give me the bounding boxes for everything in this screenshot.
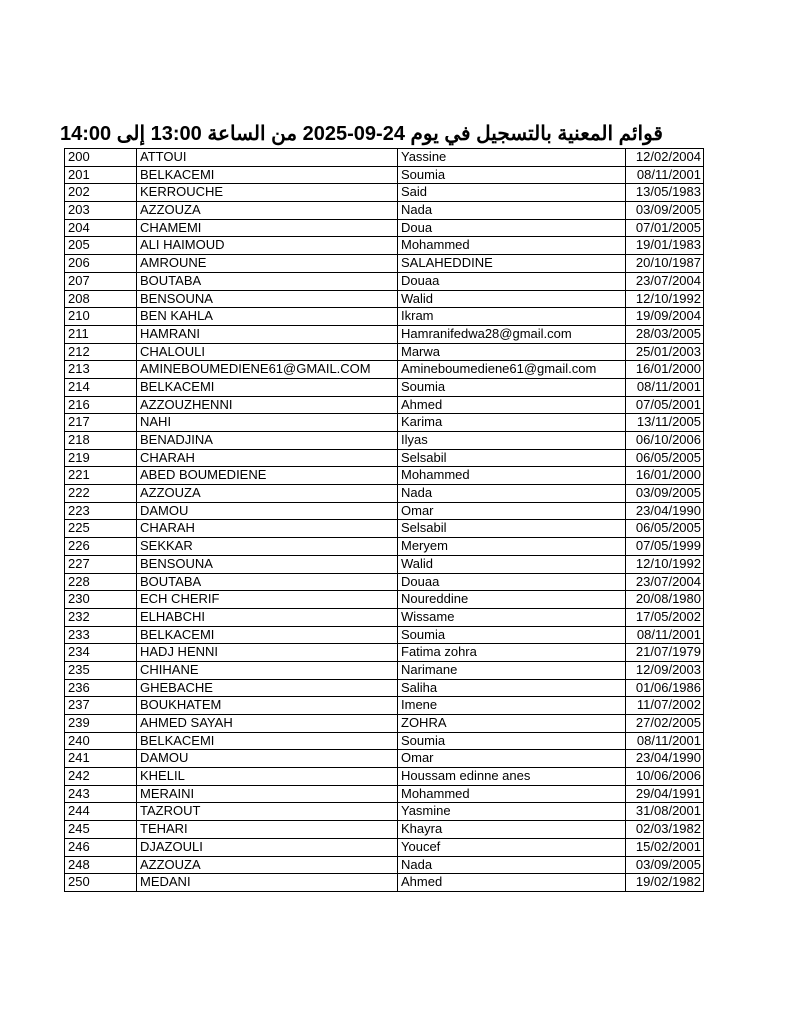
cell-last-name: BENADJINA (137, 432, 398, 450)
cell-number: 227 (65, 555, 137, 573)
cell-first-name: Mohammed (398, 467, 626, 485)
cell-birth-date: 23/07/2004 (626, 272, 704, 290)
cell-birth-date: 12/10/1992 (626, 555, 704, 573)
cell-birth-date: 01/06/1986 (626, 679, 704, 697)
cell-first-name: Mohammed (398, 237, 626, 255)
cell-first-name: Amineboumediene61@gmail.com (398, 361, 626, 379)
cell-birth-date: 08/11/2001 (626, 378, 704, 396)
cell-last-name: AZZOUZA (137, 856, 398, 874)
table-row (65, 538, 704, 556)
cell-last-name: DJAZOULI (137, 838, 398, 856)
cell-birth-date: 12/10/1992 (626, 290, 704, 308)
cell-first-name: Nada (398, 202, 626, 220)
table-row (65, 697, 704, 715)
cell-number: 234 (65, 644, 137, 662)
cell-number: 240 (65, 732, 137, 750)
cell-number: 214 (65, 378, 137, 396)
table-row (65, 396, 704, 414)
cell-birth-date: 19/01/1983 (626, 237, 704, 255)
cell-number: 217 (65, 414, 137, 432)
cell-birth-date: 12/09/2003 (626, 661, 704, 679)
cell-birth-date: 03/09/2005 (626, 856, 704, 874)
cell-number: 235 (65, 661, 137, 679)
cell-first-name: Marwa (398, 343, 626, 361)
cell-number: 245 (65, 821, 137, 839)
cell-last-name: ABED BOUMEDIENE (137, 467, 398, 485)
cell-last-name: AZZOUZA (137, 202, 398, 220)
cell-first-name: Yasmine (398, 803, 626, 821)
table-row (65, 626, 704, 644)
cell-number: 212 (65, 343, 137, 361)
cell-last-name: AZZOUZHENNI (137, 396, 398, 414)
document-title (60, 121, 663, 147)
cell-first-name: Meryem (398, 538, 626, 556)
table-row (65, 768, 704, 786)
table-row (65, 679, 704, 697)
cell-first-name: Imene (398, 697, 626, 715)
cell-first-name: Fatima zohra (398, 644, 626, 662)
title-to: إلى (116, 123, 146, 145)
table-row (65, 432, 704, 450)
table-row (65, 856, 704, 874)
cell-number: 205 (65, 237, 137, 255)
table-row (65, 449, 704, 467)
cell-last-name: BELKACEMI (137, 166, 398, 184)
cell-birth-date: 02/03/1982 (626, 821, 704, 839)
cell-last-name: AMROUNE (137, 255, 398, 273)
cell-last-name: BOUKHATEM (137, 697, 398, 715)
table-row (65, 325, 704, 343)
registration-table-body (65, 149, 704, 892)
title-end-time: 14:00 (60, 123, 112, 145)
cell-last-name: CHIHANE (137, 661, 398, 679)
cell-first-name: Walid (398, 555, 626, 573)
cell-birth-date: 03/09/2005 (626, 202, 704, 220)
cell-number: 208 (65, 290, 137, 308)
cell-first-name: Ikram (398, 308, 626, 326)
cell-last-name: AZZOUZA (137, 485, 398, 503)
cell-first-name: ZOHRA (398, 715, 626, 733)
cell-birth-date: 07/05/2001 (626, 396, 704, 414)
cell-number: 241 (65, 750, 137, 768)
cell-last-name: ELHABCHI (137, 608, 398, 626)
cell-last-name: BELKACEMI (137, 626, 398, 644)
cell-birth-date: 15/02/2001 (626, 838, 704, 856)
table-row (65, 219, 704, 237)
title-hour-label: من الساعة (207, 123, 298, 145)
cell-number: 248 (65, 856, 137, 874)
cell-last-name: GHEBACHE (137, 679, 398, 697)
cell-birth-date: 23/04/1990 (626, 502, 704, 520)
table-row (65, 803, 704, 821)
cell-first-name: Ahmed (398, 396, 626, 414)
table-row (65, 661, 704, 679)
cell-birth-date: 23/04/1990 (626, 750, 704, 768)
cell-birth-date: 21/07/1979 (626, 644, 704, 662)
cell-first-name: Mohammed (398, 785, 626, 803)
cell-number: 206 (65, 255, 137, 273)
cell-last-name: ATTOUI (137, 149, 398, 167)
cell-last-name: CHAMEMI (137, 219, 398, 237)
cell-birth-date: 29/04/1991 (626, 785, 704, 803)
cell-first-name: Narimane (398, 661, 626, 679)
table-row (65, 485, 704, 503)
cell-last-name: KERROUCHE (137, 184, 398, 202)
cell-birth-date: 10/06/2006 (626, 768, 704, 786)
cell-last-name: HAMRANI (137, 325, 398, 343)
cell-number: 221 (65, 467, 137, 485)
cell-number: 226 (65, 538, 137, 556)
cell-number: 202 (65, 184, 137, 202)
cell-number: 207 (65, 272, 137, 290)
cell-number: 201 (65, 166, 137, 184)
cell-first-name: Noureddine (398, 591, 626, 609)
table-row (65, 874, 704, 892)
cell-number: 211 (65, 325, 137, 343)
table-row (65, 272, 704, 290)
cell-last-name: BOUTABA (137, 573, 398, 591)
cell-first-name: Wissame (398, 608, 626, 626)
cell-first-name: Nada (398, 856, 626, 874)
table-row (65, 149, 704, 167)
title-label: قوائم المعنية بالتسجيل في يوم (410, 123, 663, 145)
table-row (65, 467, 704, 485)
cell-first-name: Selsabil (398, 449, 626, 467)
cell-birth-date: 16/01/2000 (626, 361, 704, 379)
table-row (65, 166, 704, 184)
cell-first-name: Douaa (398, 573, 626, 591)
cell-first-name: Douaa (398, 272, 626, 290)
cell-number: 244 (65, 803, 137, 821)
cell-number: 236 (65, 679, 137, 697)
cell-last-name: BOUTABA (137, 272, 398, 290)
cell-last-name: BEN KAHLA (137, 308, 398, 326)
title-date: 2025-09-24 (302, 123, 405, 145)
cell-birth-date: 06/05/2005 (626, 449, 704, 467)
cell-number: 223 (65, 502, 137, 520)
table-row (65, 591, 704, 609)
cell-last-name: TEHARI (137, 821, 398, 839)
table-row (65, 202, 704, 220)
table-row (65, 715, 704, 733)
cell-number: 230 (65, 591, 137, 609)
table-row (65, 308, 704, 326)
cell-last-name: CHARAH (137, 449, 398, 467)
table-row (65, 555, 704, 573)
cell-birth-date: 08/11/2001 (626, 166, 704, 184)
cell-number: 216 (65, 396, 137, 414)
cell-birth-date: 16/01/2000 (626, 467, 704, 485)
cell-number: 218 (65, 432, 137, 450)
cell-first-name: Soumia (398, 732, 626, 750)
cell-number: 246 (65, 838, 137, 856)
cell-last-name: AHMED SAYAH (137, 715, 398, 733)
cell-birth-date: 20/08/1980 (626, 591, 704, 609)
cell-last-name: BELKACEMI (137, 378, 398, 396)
cell-last-name: AMINEBOUMEDIENE61@GMAIL.COM (137, 361, 398, 379)
cell-first-name: SALAHEDDINE (398, 255, 626, 273)
cell-birth-date: 12/02/2004 (626, 149, 704, 167)
cell-first-name: Houssam edinne anes (398, 768, 626, 786)
cell-last-name: DAMOU (137, 502, 398, 520)
cell-last-name: BELKACEMI (137, 732, 398, 750)
cell-number: 203 (65, 202, 137, 220)
cell-last-name: MEDANI (137, 874, 398, 892)
table-row (65, 502, 704, 520)
cell-first-name: Walid (398, 290, 626, 308)
table-row (65, 378, 704, 396)
cell-birth-date: 19/09/2004 (626, 308, 704, 326)
cell-first-name: Omar (398, 502, 626, 520)
registration-table (64, 148, 704, 892)
table-row (65, 821, 704, 839)
cell-number: 213 (65, 361, 137, 379)
cell-birth-date: 13/11/2005 (626, 414, 704, 432)
cell-birth-date: 07/05/1999 (626, 538, 704, 556)
table-row (65, 644, 704, 662)
cell-number: 228 (65, 573, 137, 591)
cell-last-name: HADJ HENNI (137, 644, 398, 662)
cell-birth-date: 23/07/2004 (626, 573, 704, 591)
cell-birth-date: 20/10/1987 (626, 255, 704, 273)
table-row (65, 838, 704, 856)
cell-number: 250 (65, 874, 137, 892)
cell-last-name: TAZROUT (137, 803, 398, 821)
cell-first-name: Youcef (398, 838, 626, 856)
cell-last-name: KHELIL (137, 768, 398, 786)
cell-number: 219 (65, 449, 137, 467)
cell-last-name: ECH CHERIF (137, 591, 398, 609)
cell-first-name: Soumia (398, 626, 626, 644)
cell-number: 232 (65, 608, 137, 626)
cell-first-name: Hamranifedwa28@gmail.com (398, 325, 626, 343)
cell-first-name: Yassine (398, 149, 626, 167)
cell-birth-date: 25/01/2003 (626, 343, 704, 361)
table-row (65, 750, 704, 768)
cell-birth-date: 27/02/2005 (626, 715, 704, 733)
table-row (65, 290, 704, 308)
cell-last-name: BENSOUNA (137, 555, 398, 573)
cell-number: 239 (65, 715, 137, 733)
cell-birth-date: 06/10/2006 (626, 432, 704, 450)
cell-number: 210 (65, 308, 137, 326)
table-row (65, 184, 704, 202)
cell-birth-date: 28/03/2005 (626, 325, 704, 343)
table-row (65, 732, 704, 750)
cell-birth-date: 08/11/2001 (626, 732, 704, 750)
cell-number: 243 (65, 785, 137, 803)
table-row (65, 255, 704, 273)
cell-first-name: Soumia (398, 166, 626, 184)
cell-number: 237 (65, 697, 137, 715)
cell-first-name: Karima (398, 414, 626, 432)
cell-last-name: NAHI (137, 414, 398, 432)
cell-last-name: SEKKAR (137, 538, 398, 556)
cell-birth-date: 03/09/2005 (626, 485, 704, 503)
table-row (65, 414, 704, 432)
cell-last-name: ALI HAIMOUD (137, 237, 398, 255)
table-row (65, 361, 704, 379)
cell-first-name: Ahmed (398, 874, 626, 892)
cell-number: 225 (65, 520, 137, 538)
cell-last-name: CHALOULI (137, 343, 398, 361)
cell-number: 222 (65, 485, 137, 503)
cell-birth-date: 31/08/2001 (626, 803, 704, 821)
cell-number: 242 (65, 768, 137, 786)
table-row (65, 608, 704, 626)
cell-last-name: CHARAH (137, 520, 398, 538)
table-row (65, 237, 704, 255)
cell-birth-date: 11/07/2002 (626, 697, 704, 715)
cell-birth-date: 07/01/2005 (626, 219, 704, 237)
cell-first-name: Omar (398, 750, 626, 768)
table-row (65, 520, 704, 538)
cell-birth-date: 08/11/2001 (626, 626, 704, 644)
cell-last-name: DAMOU (137, 750, 398, 768)
cell-first-name: Selsabil (398, 520, 626, 538)
cell-number: 204 (65, 219, 137, 237)
cell-first-name: Soumia (398, 378, 626, 396)
cell-first-name: Nada (398, 485, 626, 503)
table-row (65, 785, 704, 803)
cell-first-name: Doua (398, 219, 626, 237)
cell-first-name: Said (398, 184, 626, 202)
cell-birth-date: 17/05/2002 (626, 608, 704, 626)
title-start-time: 13:00 (150, 123, 202, 145)
cell-birth-date: 06/05/2005 (626, 520, 704, 538)
table-row (65, 573, 704, 591)
cell-birth-date: 19/02/1982 (626, 874, 704, 892)
cell-last-name: BENSOUNA (137, 290, 398, 308)
cell-first-name: Saliha (398, 679, 626, 697)
cell-first-name: Ilyas (398, 432, 626, 450)
cell-number: 200 (65, 149, 137, 167)
cell-number: 233 (65, 626, 137, 644)
cell-birth-date: 13/05/1983 (626, 184, 704, 202)
cell-first-name: Khayra (398, 821, 626, 839)
table-row (65, 343, 704, 361)
cell-last-name: MERAINI (137, 785, 398, 803)
